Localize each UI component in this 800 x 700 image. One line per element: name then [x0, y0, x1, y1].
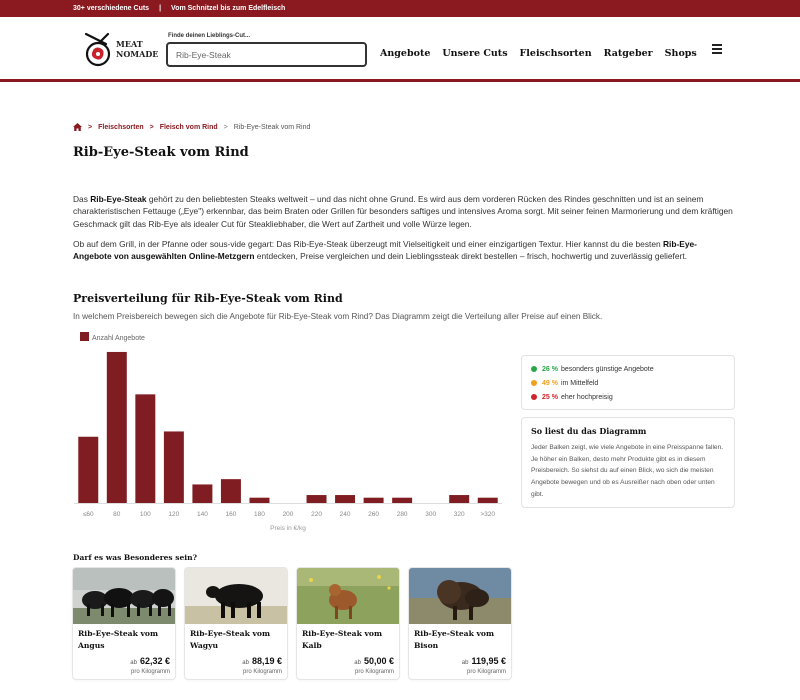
intro-text: [73, 193, 733, 270]
product-price: ab 62,32 €: [130, 656, 170, 666]
product-card-bison[interactable]: [408, 567, 512, 680]
histogram-bar[interactable]: [307, 495, 327, 503]
product-price: ab 50,00 €: [354, 656, 394, 666]
product-price: ab 119,95 €: [461, 656, 506, 666]
search-label: Finde deinen Lieblings-Cut...: [168, 33, 250, 39]
x-tick-label: 100: [139, 511, 151, 518]
green-dot-icon: [531, 366, 537, 372]
calf-image: [297, 568, 400, 624]
nav-angebote[interactable]: Angebote: [380, 48, 431, 59]
home-icon[interactable]: [73, 123, 82, 131]
x-tick-label: 140: [196, 511, 208, 518]
x-tick-label: 200: [282, 511, 294, 518]
product-unit: pro Kilogramm: [242, 669, 282, 675]
red-dot-icon: [531, 394, 537, 400]
breadcrumb: [73, 123, 310, 131]
x-tick-label: ≤60: [82, 511, 94, 518]
stat-label: im Mittelfeld: [560, 379, 599, 387]
x-axis-title: Preis in €/kg: [270, 525, 306, 532]
logo-line-nomade: NOMADE: [116, 49, 159, 59]
price-histogram: [70, 328, 510, 538]
product-name: Rib-Eye-Steak vom Bison: [414, 629, 495, 650]
x-tick-label: 300: [425, 511, 437, 518]
stat-label: besonders günstige Angebote: [560, 365, 654, 373]
chart-explanation-box: [521, 417, 735, 508]
histogram-bar[interactable]: [135, 394, 155, 503]
promo-separator: |: [159, 5, 162, 12]
product-unit: pro Kilogramm: [130, 669, 170, 675]
histogram-bar[interactable]: [478, 498, 498, 503]
legend-label[interactable]: Anzahl Angebote: [92, 335, 145, 342]
wagyu-cattle-image: [185, 568, 288, 624]
stat-row-cheap: [531, 362, 725, 376]
histogram-bar[interactable]: [249, 498, 269, 503]
stat-label: eher hochpreisig: [560, 393, 613, 401]
stat-row-high: [531, 390, 725, 404]
breadcrumb-fleischsorten[interactable]: Fleischsorten: [98, 123, 144, 131]
nav-unsere-cuts[interactable]: Unsere Cuts: [442, 48, 508, 59]
x-tick-label: 80: [113, 511, 121, 518]
main-nav: [380, 48, 697, 59]
logo-wordmark[interactable]: [116, 39, 158, 59]
nav-shops[interactable]: Shops: [664, 48, 697, 59]
page-title: Rib-Eye-Steak vom Rind: [73, 145, 249, 160]
legend-swatch[interactable]: [80, 332, 89, 341]
histogram-bar[interactable]: [449, 495, 469, 503]
histogram-bar[interactable]: [364, 498, 384, 503]
stat-pct: 49 %: [542, 379, 558, 387]
orange-dot-icon: [531, 380, 537, 386]
x-tick-label: 220: [311, 511, 322, 518]
product-card-wagyu[interactable]: [184, 567, 288, 680]
bison-image: [409, 568, 512, 624]
product-name: Rib-Eye-Steak vom Wagyu: [190, 629, 271, 650]
breadcrumb-fleisch-vom-rind[interactable]: Fleisch vom Rind: [159, 123, 218, 131]
x-tick-label: 120: [168, 511, 180, 518]
menu-icon[interactable]: [712, 44, 722, 54]
intro-paragraph-1: Das Rib-Eye-Steak gehört zu den beliebtesten Steaks weltweit – und das nicht ohne Grund. Es wird aus dem vorderen Rücken des Rindes geschnitten und ist an seinem charakteristischen Fettauge („Eye") erkennbar, das beim Braten oder Grillen für besonders saftiges und intensives Aroma sorgt. Mit seiner feinen Marmorierung und dem kräftigen Geschmack gilt das Rib-Eye als idealer Cut für Steakliebhaber, die Wert auf Zartheit und volle Würze legen.: [73, 194, 733, 229]
price-distribution-subtitle: In welchem Preisbereich bewegen sich die Angebote für Rib-Eye-Steak vom Rind? Das Diagramm zeigt die Verteilung aller Preise auf einen Blick.: [73, 312, 603, 321]
product-name: Rib-Eye-Steak vom Kalb: [302, 629, 383, 650]
promo-cuts-count: 30+ verschiedene Cuts: [73, 5, 150, 12]
logo-line-meat: MEAT: [116, 39, 143, 49]
nav-fleischsorten[interactable]: Fleischsorten: [519, 48, 592, 59]
search-input[interactable]: [166, 42, 367, 67]
breadcrumb-separator-icon: >: [149, 123, 154, 131]
x-tick-label: 240: [339, 511, 351, 518]
site-header: [0, 17, 800, 82]
product-unit: pro Kilogramm: [354, 669, 394, 675]
promo-tagline: Vom Schnitzel bis zum Edelfleisch: [171, 5, 286, 12]
x-tick-label: 260: [368, 511, 380, 518]
x-tick-label: 160: [225, 511, 237, 518]
histogram-bar[interactable]: [192, 484, 212, 503]
stat-pct: 25 %: [542, 393, 558, 401]
histogram-bar[interactable]: [335, 495, 355, 503]
breadcrumb-separator-icon: >: [223, 123, 228, 131]
histogram-bar[interactable]: [164, 431, 184, 503]
x-tick-label: 280: [396, 511, 408, 518]
breadcrumb-separator-icon: >: [88, 123, 93, 131]
intro-paragraph-2: Ob auf dem Grill, in der Pfanne oder sous-vide gegart: Das Rib-Eye-Steak überzeugt mit Vielseitigkeit und einer einzigartigen Textur. Hier kannst du die besten Rib-Eye-Angebote von ausgewählten Online-Metzgern entdecken, Preise vergleichen und dein Lieblingssteak direkt bestellen – frisch, hochwertig und zuverlässig geliefert.: [73, 238, 697, 262]
chart-explanation-title: So liest du das Diagramm: [531, 426, 647, 436]
intro-bold-rib-eye: Rib-Eye-Steak: [90, 194, 147, 204]
product-card-kalb[interactable]: [296, 567, 400, 680]
intro-bold-offers: Rib-Eye-Angebote von ausgewählten Online-Metzgern: [73, 238, 697, 262]
stat-pct: 26 %: [542, 365, 558, 373]
histogram-bar[interactable]: [107, 352, 127, 503]
breadcrumb-current: Rib-Eye-Steak vom Rind: [233, 123, 311, 131]
product-price: ab 88,19 €: [242, 656, 282, 666]
x-tick-label: >320: [480, 511, 496, 518]
specials-title: Darf es was Besonderes sein?: [73, 553, 197, 562]
product-name: Rib-Eye-Steak vom Angus: [78, 629, 159, 650]
product-card-angus[interactable]: [72, 567, 176, 680]
histogram-bar[interactable]: [78, 437, 98, 503]
specials-cards: [72, 567, 512, 680]
angus-cattle-image: [73, 568, 176, 624]
x-tick-label: 180: [254, 511, 265, 518]
stat-row-mid: [531, 376, 725, 390]
x-tick-label: 320: [453, 511, 465, 518]
price-histogram-svg: [70, 328, 510, 538]
chart-explanation-text: Jeder Balken zeigt, wie viele Angebote in eine Preisspanne fallen. Je höher ein Balken, desto mehr Produkte gibt es in diesem Preisbereich. So siehst du auf einen Blick, wo sich die meisten Angebote bewegen und ob es Ausreißer nach oben oder unten gibt.: [531, 444, 724, 498]
price-stats-box: [521, 355, 735, 410]
price-distribution-title: Preisverteilung für Rib-Eye-Steak vom Rind: [73, 292, 343, 305]
product-unit: pro Kilogramm: [466, 669, 506, 675]
nav-ratgeber[interactable]: Ratgeber: [603, 48, 653, 59]
histogram-bar[interactable]: [221, 479, 241, 503]
histogram-bar[interactable]: [392, 498, 412, 503]
top-promo-bar: [0, 0, 800, 17]
